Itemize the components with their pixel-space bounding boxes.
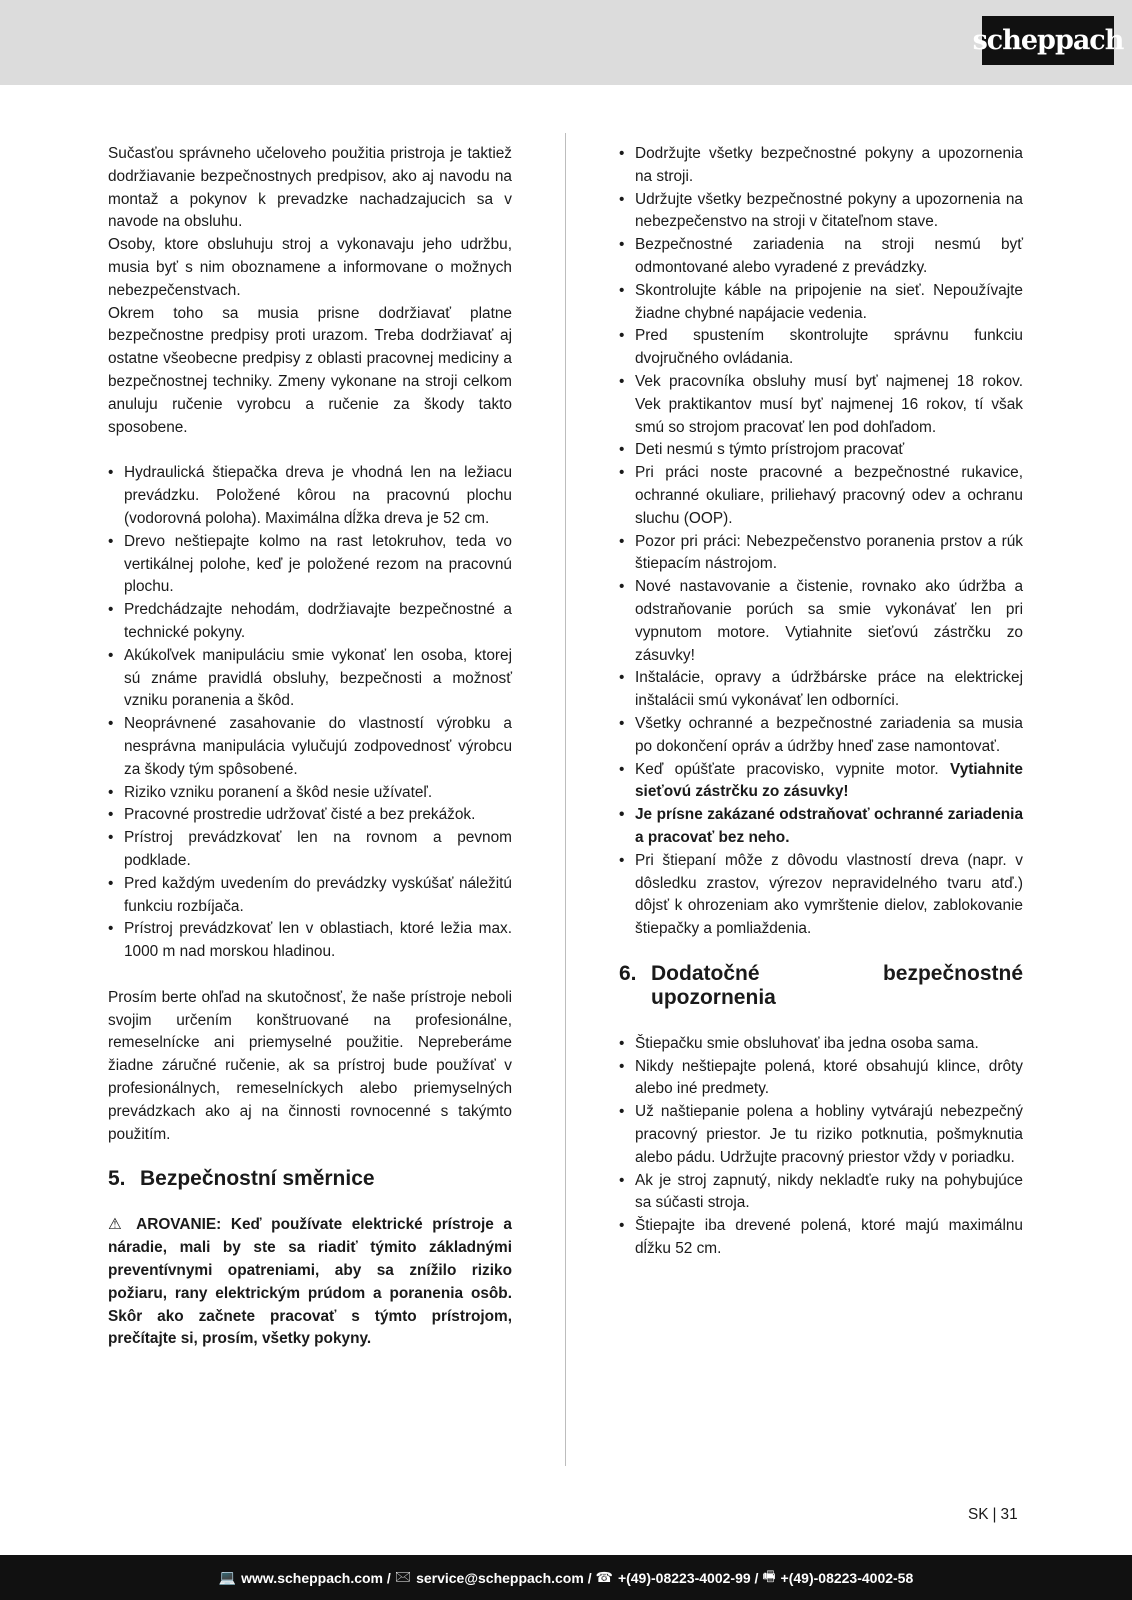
page-header xyxy=(0,0,1132,85)
email-link[interactable]: service@scheppach.com xyxy=(416,1569,584,1586)
section-number: 6. xyxy=(619,961,637,985)
footer-separator: / xyxy=(750,1569,763,1586)
list-item: • Nové nastavovanie a čistenie, rovnako ako údržba a odstraňovanie porúch sa smie vykonávať len pri vypnutom motore. Vytiahnite sieťovú zástrčku zo zásuvky! xyxy=(619,576,1023,667)
website-link[interactable]: www.scheppach.com xyxy=(241,1569,384,1586)
list-item xyxy=(619,759,1023,805)
right-column xyxy=(619,143,1023,1261)
intro-paragraph: Osoby, ktore obsluhuju stroj a vykonavaju jeho udržbu, musia byť s nim oboznamene a informovane o možnych nebezpečenstvach. xyxy=(108,236,512,299)
list-item: • Prístroj prevádzkovať len v oblastiach, ktoré ležia max. 1000 m nad morskou hladinou. xyxy=(108,918,512,964)
column-divider xyxy=(565,133,566,1466)
list-item: • Neoprávnené zasahovanie do vlastností výrobku a nesprávna manipulácia vylučujú zodpovednosť výrobcu za škody tým spôsobené. xyxy=(108,713,512,781)
list-item: • Pozor pri práci: Nebezpečenstvo poranenia prstov a rúk štiepacím nástrojom. xyxy=(619,531,1023,577)
list-item: • Pred spustením skontrolujte správnu funkciu dvojručného ovládania. xyxy=(619,325,1023,371)
motor-text: Keď opúšťate pracovisko, vypnite motor. xyxy=(635,760,951,778)
list-item: • Pri práci noste pracovné a bezpečnostné rukavice, ochranné okuliare, priliehavý pracovný odev a ochranu sluchu (OOP). xyxy=(619,462,1023,530)
page-number-value: 31 xyxy=(1000,1506,1018,1523)
safety-list xyxy=(619,143,1023,941)
page-footer xyxy=(0,1555,1132,1600)
list-item: • Pracovné prostredie udržovať čisté a bez prekážok. xyxy=(108,804,512,827)
list-item: • Štiepajte iba drevené polená, ktoré majú maximálnu dĺžku 52 cm. xyxy=(619,1215,1023,1261)
list-item: • Nikdy neštiepajte polená, ktoré obsahujú klince, drôty alebo iné predmety. xyxy=(619,1056,1023,1102)
list-item: • Skontrolujte káble na pripojenie na sieť. Nepoužívajte žiadne chybné napájacie vedenia. xyxy=(619,280,1023,326)
list-item: • Prístroj prevádzkovať len na rovnom a pevnom podklade. xyxy=(108,827,512,873)
list-item: • Všetky ochranné a bezpečnostné zariadenia sa musia po dokončení opráv a údržby hneď zase namontovať. xyxy=(619,713,1023,759)
list-item: • Riziko vzniku poranení a škôd nesie užívateľ. xyxy=(108,782,512,805)
warning-text: AROVANIE: Keď používate elektrické prístroje a náradie, mali by ste sa riadiť týmito základnými preventívnymi opatreniami, aby sa znížilo riziko požiaru, rany elektrickým prúdom a poranenia osôb. Skôr ako začnete pracovať s týmto prístrojom, prečítajte si, prosím, všetky pokyny. xyxy=(108,1216,512,1348)
list-item: • Inštalácie, opravy a údržbárske práce na elektrickej inštalácii smú vykonávať len odborníci. xyxy=(619,667,1023,713)
unplug-text: Vytiahnite sieťovú zástrčku zo zásuvky! xyxy=(635,760,1023,801)
left-column xyxy=(108,143,512,1351)
list-item: • Už naštiepanie polena a hobliny vytvárajú nebezpečný pracovný priestor. Je tu riziko potknutia, pošmyknutia alebo pádu. Udržujte pracovný priestor vždy v poriadku. xyxy=(619,1101,1023,1169)
usage-list xyxy=(108,462,512,964)
fax-icon: 🖷 xyxy=(762,1567,776,1584)
list-item: • Predchádzajte nehodám, dodržiavajte bezpečnostné a technické pokyny. xyxy=(108,599,512,645)
phone-number: +(49)-08223-4002-99 xyxy=(617,1569,751,1586)
list-item: • Bezpečnostné zariadenia na stroji nesmú byť odmontované alebo vyradené z prevádzky. xyxy=(619,234,1023,280)
footer-separator: / xyxy=(583,1569,596,1586)
page-language: SK xyxy=(968,1506,989,1523)
intro-paragraph: Okrem toho sa musia prisne dodržiavať platne bezpečnostne predpisy proti urazom. Treba dodržiavať aj ostatne všeobecne predpisy z oblasti pracovnej mediciny a bezpečnostnej techniky. Zmeny vykonane na stroji celkom anuluju ručenie vyrobcu a ručenie za škody takto sposobene. xyxy=(108,304,512,436)
section-number: 5. xyxy=(108,1167,126,1191)
intro-paragraph: Sučasťou správneho učeloveho použitia pristroja je taktiež dodržiavanie bezpečnostnych predpisov, ako aj navodu na montaž a pokynov k prevadzke nachadzajucich sa v navode na obsluhu. xyxy=(108,145,512,231)
scheppach-logo: scheppach xyxy=(982,16,1114,65)
section-title: Bezpečnostní směrnice xyxy=(140,1167,375,1191)
list-item: • Je prísne zakázané odstraňovať ochranné zariadenia a pracovať bez neho. xyxy=(619,804,1023,850)
fax-number: +(49)-08223-4002-58 xyxy=(780,1569,914,1586)
warning-paragraph xyxy=(108,1214,512,1351)
section-5-heading xyxy=(108,1167,512,1191)
additional-safety-list xyxy=(619,1033,1023,1261)
list-item: • Dodržujte všetky bezpečnostné pokyny a upozornenia na stroji. xyxy=(619,143,1023,189)
section-title-line: upozornenia xyxy=(651,985,776,1009)
list-item: • Pri štiepaní môže z dôvodu vlastností dreva (napr. v dôsledku zrastov, výrezov nepravidelného tvaru atď.) dôjsť k ohrozeniam ako vymrštenie dielov, zablokovanie štiepačky a pomliaždenia. xyxy=(619,850,1023,941)
list-item: • Deti nesmú s týmto prístrojom pracovať xyxy=(619,439,1023,462)
list-item: • Akúkoľvek manipuláciu smie vykonať len osoba, ktorej sú známe pravidlá obsluhy, bezpečnosti a možnosť vzniku poranenia a škôd. xyxy=(108,645,512,713)
warning-triangle-icon: ⚠ xyxy=(108,1216,128,1234)
list-item: • Ak je stroj zapnutý, nikdy nekladťe ruky na pohybujúce sa súčasti stroja. xyxy=(619,1170,1023,1216)
computer-icon: 💻 xyxy=(218,1569,237,1585)
footer-separator: / xyxy=(383,1569,395,1586)
phone-icon: ☎ xyxy=(595,1569,613,1585)
list-item: • Pred každým uvedením do prevádzky vyskúšať náležitú funkciu rozbíjača. xyxy=(108,873,512,919)
list-item: • Vek pracovníka obsluhy musí byť najmenej 18 rokov. Vek praktikantov musí byť najmenej 16 rokov, tí však smú so strojom pracovať len pod dohľadom. xyxy=(619,371,1023,439)
mail-icon: 🖂 xyxy=(394,1567,412,1584)
usage-note: Prosím berte ohľad na skutočnosť, že naše prístroje neboli svojim určením konštruované na profesionálne, remeselnícke ani priemyselné použitie. Nepreberáme žiadne záručné ručenie, ak sa prístroj bude používať v profesionálnych, remeselníckych alebo priemyselných prevádzkach ako aj na činnosti rovnocenné s takýmto použitím. xyxy=(108,988,512,1143)
page-separator: | xyxy=(992,1506,997,1523)
section-6-heading xyxy=(619,962,1023,1010)
list-item: • Drevo neštiepajte kolmo na rast letokruhov, teda vo vertikálnej polohe, keď je položené rezom na pracovnú plochu. xyxy=(108,531,512,599)
section-title-word: bezpečnostné xyxy=(882,961,1023,985)
section-title-word: Dodatočné xyxy=(651,961,760,985)
list-item: • Hydraulická štiepačka dreva je vhodná len na ležiacu prevádzku. Položené kôrou na pracovnú plochu (vodorovná poloha). Maximálna dĺžka dreva je 52 cm. xyxy=(108,462,512,530)
list-item: • Štiepačku smie obsluhovať iba jedna osoba sama. xyxy=(619,1033,1023,1056)
list-item: • Udržujte všetky bezpečnostné pokyny a upozornenia na nebezpečenstvo na stroji v čitateľnom stave. xyxy=(619,189,1023,235)
page-number xyxy=(968,1506,1018,1524)
